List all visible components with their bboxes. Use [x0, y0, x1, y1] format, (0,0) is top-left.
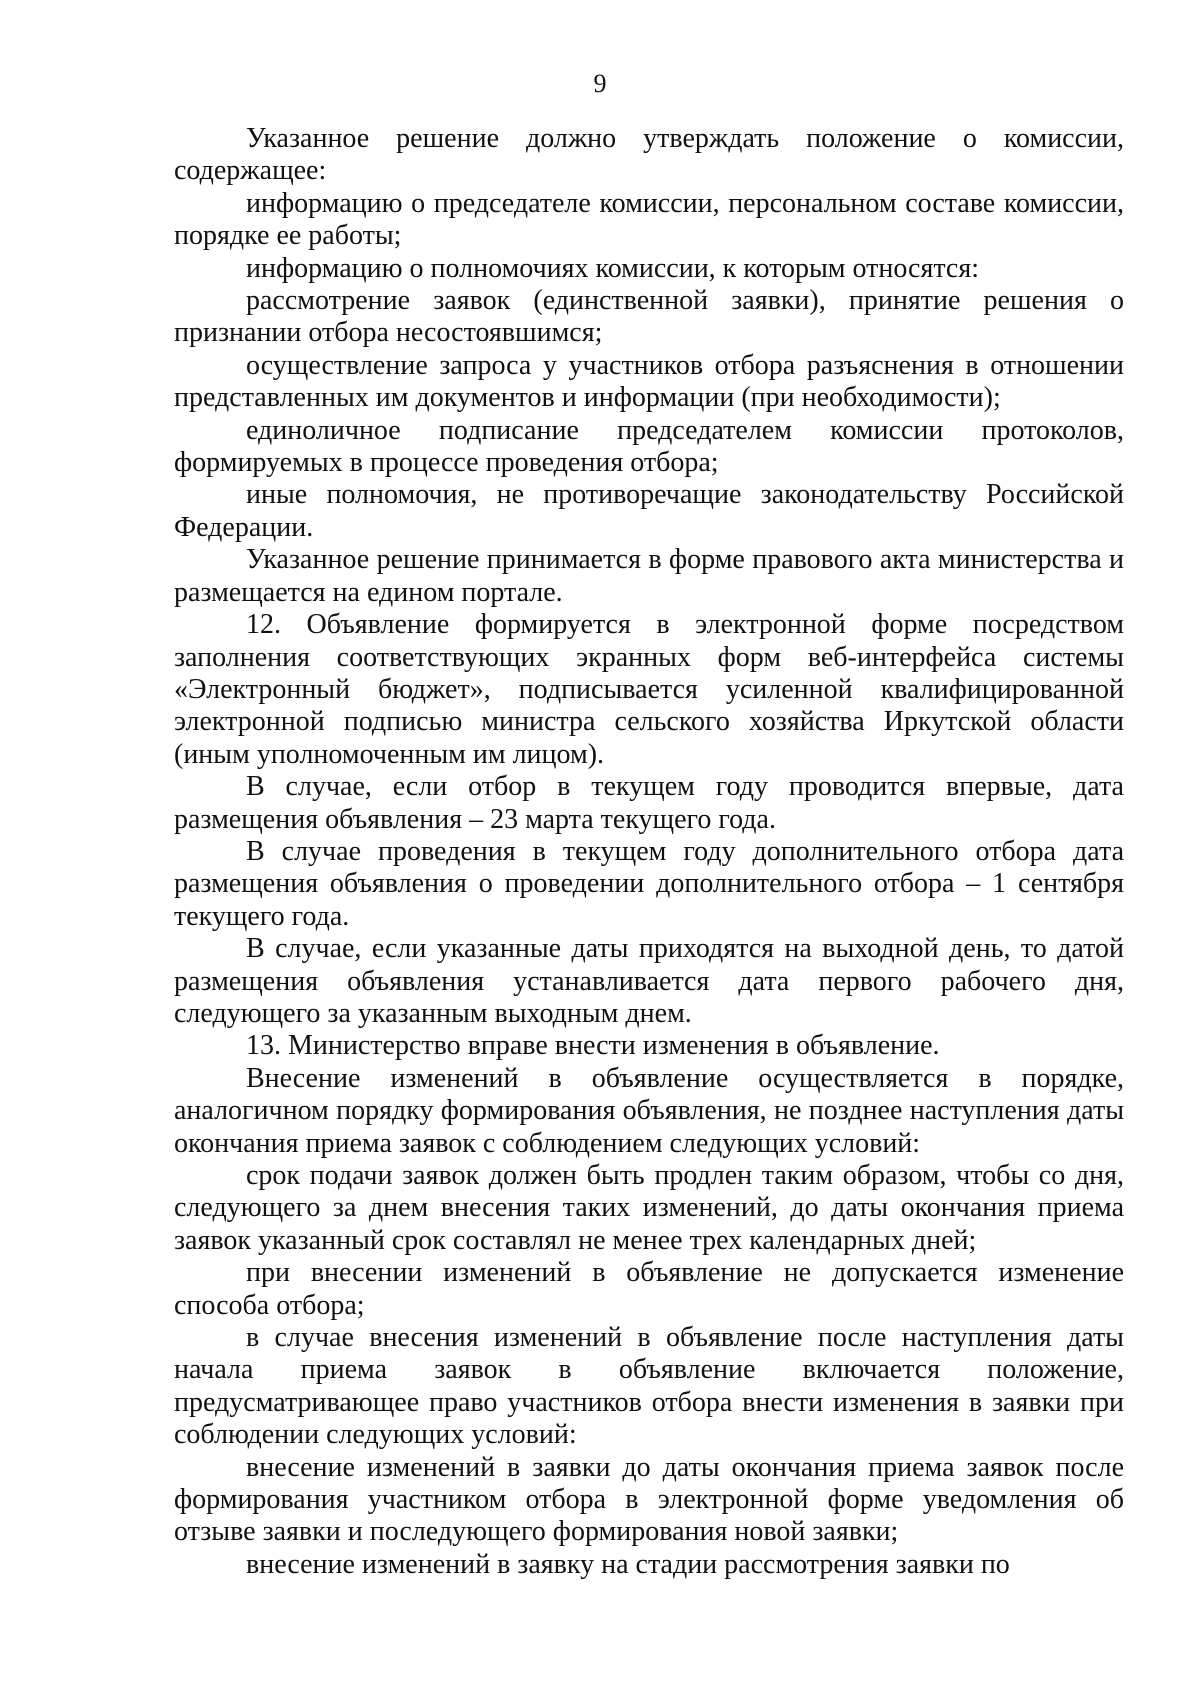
paragraph-2: информацию о председателе комиссии, персональном составе комиссии, порядке ее работы;	[174, 187, 1124, 252]
paragraph-19: внесение изменений в заявку на стадии рассмотрения заявки по	[246, 1548, 1010, 1580]
paragraph-17: в случае внесения изменений в объявление после наступления даты начала приема заявок в объявление включается положение, предусматривающее право участников отбора внести изменения в заявки при соблюдении следующих условий:	[174, 1322, 1124, 1451]
paragraph-5: осуществление запроса у участников отбора разъяснения в отношении представленных им документов и информации (при необходимости);	[174, 349, 1124, 414]
paragraph-8: Указанное решение принимается в форме правового акта министерства и размещается на едином портале.	[174, 544, 1124, 608]
paragraph-10: В случае, если отбор в текущем году проводится впервые, дата размещения объявления – 23 марта текущего года.	[174, 771, 1124, 835]
document-body	[174, 123, 1124, 1581]
paragraph-6: единоличное подписание председателем комиссии протоколов, формируемых в процессе проведения отбора;	[174, 414, 1124, 479]
paragraph-9: 12. Объявление формируется в электронной форме посредством заполнения соответствующих экранных форм веб-интерфейса системы «Электронный бюджет», подписывается усиленной квалифицированной электронной подписью министра сельского хозяйства Иркутской области (иным уполномоченным им лицом).	[174, 609, 1124, 770]
paragraph-16: при внесении изменений в объявление не допускается изменение способа отбора;	[174, 1257, 1124, 1321]
paragraph-12: В случае, если указанные даты приходятся на выходной день, то датой размещения объявления устанавливается дата первого рабочего дня, следующего за указанным выходным днем.	[174, 933, 1124, 1029]
paragraph-15: срок подачи заявок должен быть продлен таким образом, чтобы со дня, следующего за днем внесения таких изменений, до даты окончания приема заявок указанный срок составлял не менее трех календарных дней;	[174, 1160, 1124, 1256]
paragraph-14: Внесение изменений в объявление осуществляется в порядке, аналогичном порядку формирования объявления, не позднее наступления даты окончания приема заявок с соблюдением следующих условий:	[174, 1062, 1124, 1159]
paragraph-11: В случае проведения в текущем году дополнительного отбора дата размещения объявления о проведении дополнительного отбора – 1 сентября текущего года.	[174, 835, 1124, 932]
paragraph-4: рассмотрение заявок (единственной заявки), принятие решения о признании отбора несостоявшимся;	[174, 285, 1124, 349]
paragraph-7: иные полномочия, не противоречащие законодательству Российской Федерации.	[174, 479, 1124, 543]
paragraph-13: 13. Министерство вправе внести изменения в объявление.	[246, 1030, 940, 1062]
paragraph-18: внесение изменений в заявки до даты окончания приема заявок после формирования участником отбора в электронной форме уведомления об отзыве заявки и последующего формирования новой заявки;	[174, 1451, 1124, 1548]
paragraph-1: Указанное решение должно утверждать положение о комиссии, содержащее:	[174, 123, 1124, 187]
page-number: 9	[593, 69, 607, 98]
paragraph-3: информацию о полномочиях комиссии, к которым относятся:	[246, 252, 980, 284]
